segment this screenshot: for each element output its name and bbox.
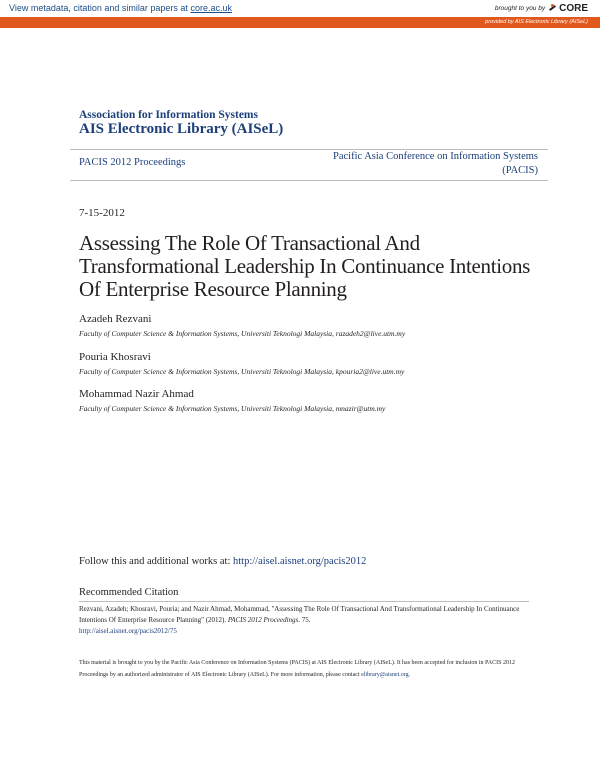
footer-note-end: . <box>408 671 411 678</box>
citation-text: Rezvani, Azadeh; Khosravi, Pouria; and Nazir Ahmad, Mohammad, "Assessing The Role Of Transactional And Transformational Leadership In Continuance Intentions Of Enterprise Resource Planning" (2012). <box>79 605 520 624</box>
citation-source: PACIS 2012 Proceedings <box>227 616 299 624</box>
citation-number: . 75. <box>298 616 311 624</box>
conference-link[interactable]: Pacific Asia Conference on Information Systems (PACIS) <box>333 151 538 176</box>
header-divider-bottom <box>70 180 548 181</box>
author-affiliation: Faculty of Computer Science & Information Systems, Universiti Teknologi Malaysia, kpouria2@live.utm.my <box>79 367 405 376</box>
contact-email-link[interactable]: elibrary@aisnet.org <box>361 671 409 678</box>
core-ac-uk-link[interactable]: core.ac.uk <box>190 3 232 13</box>
citation-divider <box>79 601 529 602</box>
provided-by-text: provided by AIS Electronic Library (AISeL) <box>485 19 588 25</box>
library-link[interactable]: AIS Electronic Library (AISeL) <box>79 121 284 137</box>
author-name: Pouria Khosravi <box>79 351 151 363</box>
brought-to-you-by-text: brought to you by <box>494 5 546 12</box>
view-metadata-text: View metadata, citation and similar papers at <box>9 3 191 13</box>
author-affiliation: Faculty of Computer Science & Information Systems, Universiti Teknologi Malaysia, razadeh2@live.utm.my <box>79 329 406 338</box>
citation-link[interactable]: http://aisel.aisnet.org/pacis2012/75 <box>79 627 177 635</box>
follow-line <box>79 556 366 567</box>
publication-date: 7-15-2012 <box>79 207 125 219</box>
footer-note-text: This material is brought to you by the Pacific Asia Conference on Information Systems (PACIS) at AIS Electronic Library (AISeL). It has been accepted for inclusion in PACIS 2012 Proceedings by an authorized administrator of AIS Electronic Library (AISeL). For more information, please contact <box>79 660 515 678</box>
paper-title: Assessing The Role Of Transactional And Transformational Leadership In Continuance Intentions Of Enterprise Resource Planning <box>79 231 531 301</box>
recommended-citation-heading: Recommended Citation <box>79 587 179 598</box>
citation-block <box>79 604 539 637</box>
core-logo-text: CORE <box>559 3 588 14</box>
footer-note <box>79 658 519 681</box>
association-link[interactable]: Association for Information Systems <box>79 109 258 121</box>
author-affiliation: Faculty of Computer Science & Information Systems, Universiti Teknologi Malaysia, mnazir@utm.my <box>79 404 386 413</box>
follow-link[interactable]: http://aisel.aisnet.org/pacis2012 <box>233 556 367 567</box>
proceedings-link[interactable]: PACIS 2012 Proceedings <box>79 157 186 168</box>
follow-text: Follow this and additional works at: <box>79 556 233 567</box>
brought-to-you-by <box>495 3 588 14</box>
core-logo-icon <box>548 4 557 13</box>
author-name: Mohammad Nazir Ahmad <box>79 388 194 400</box>
core-banner <box>0 0 600 30</box>
view-metadata-link[interactable] <box>0 0 238 17</box>
author-name: Azadeh Rezvani <box>79 313 152 325</box>
core-logo[interactable] <box>548 3 588 14</box>
